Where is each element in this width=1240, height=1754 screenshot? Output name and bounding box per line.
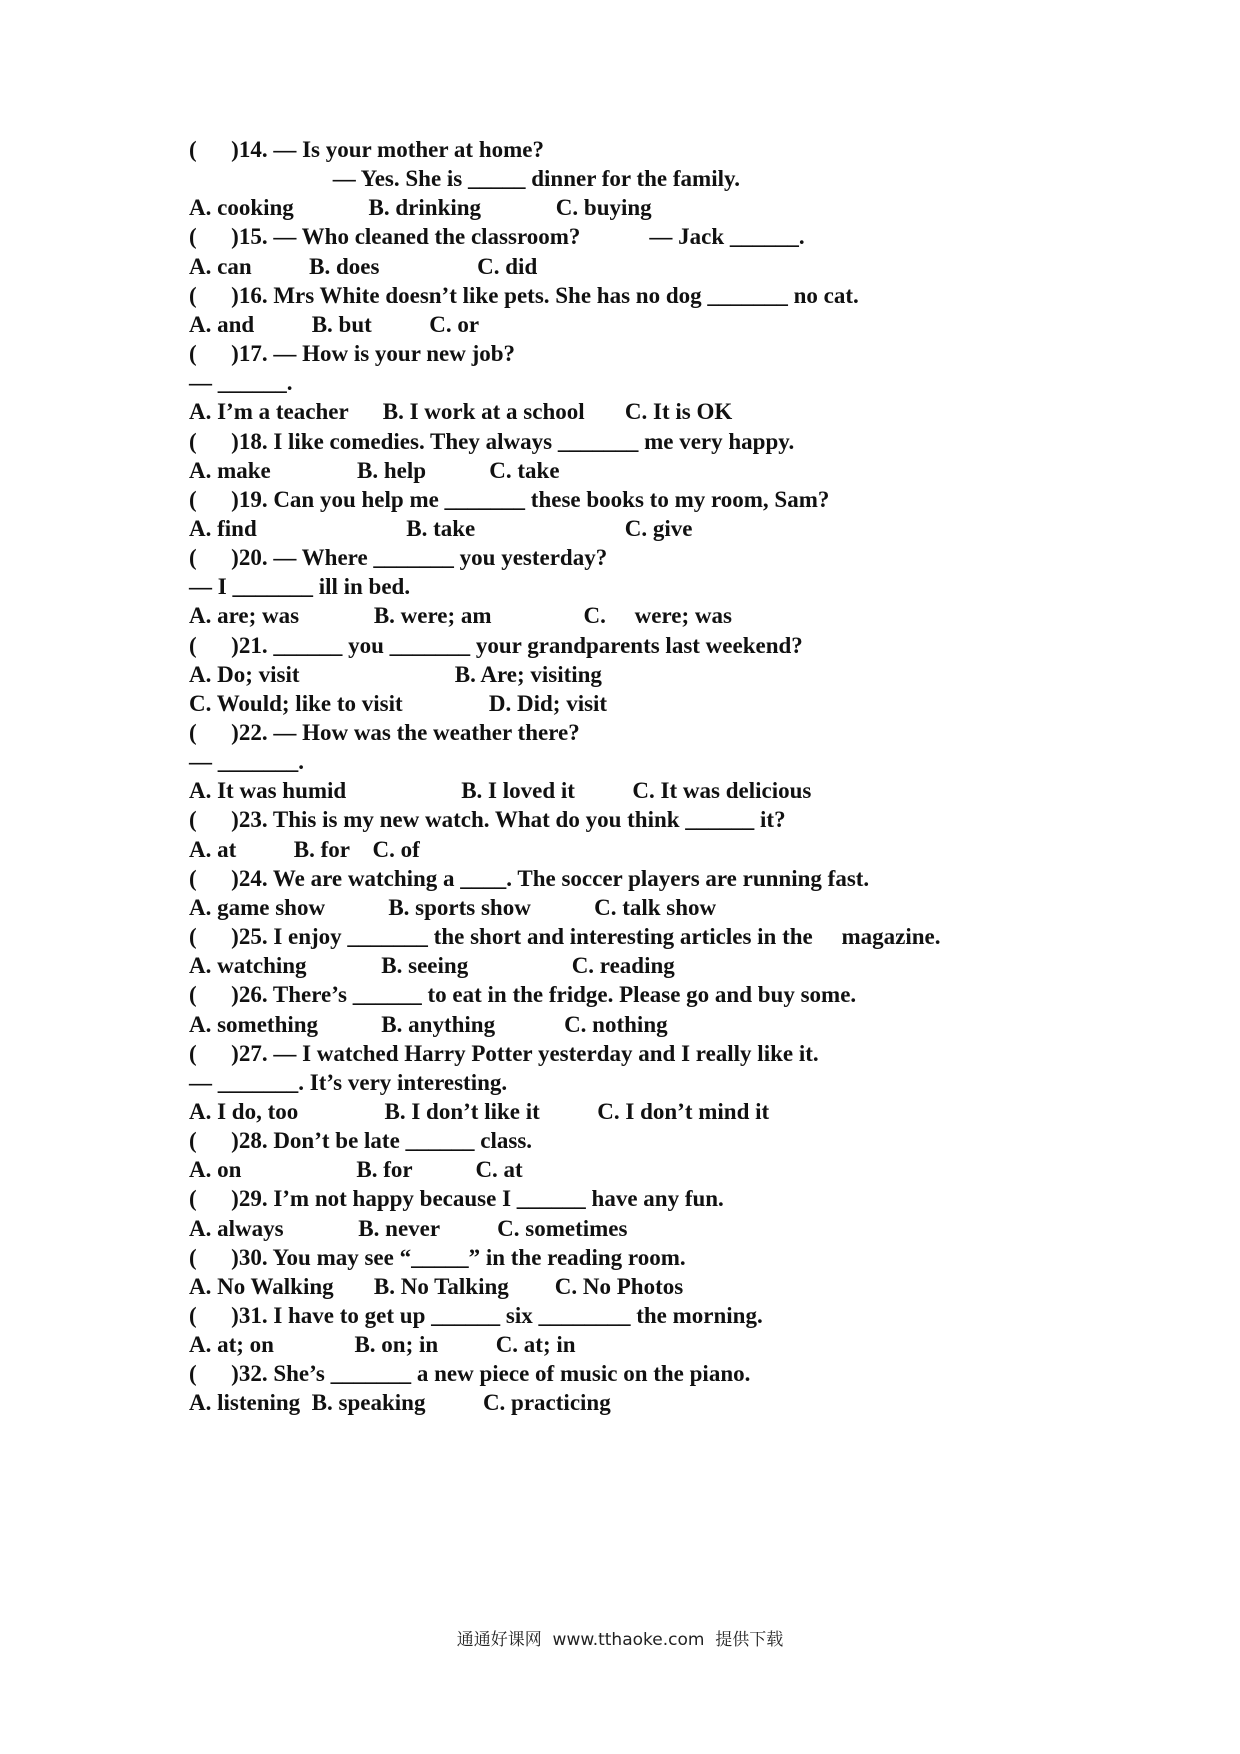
answer-line: A. at B. for C. of [189, 836, 420, 862]
page-footer: 通通好课网 www.tthaoke.com 提供下载 [456, 1630, 784, 1650]
answer-line: C. Would; like to visit D. Did; visit [189, 690, 608, 716]
question-line: ( )28. Don’t be late ______ class. [189, 1128, 533, 1154]
answer-line: A. cooking B. drinking C. buying [189, 195, 652, 221]
question-line: ( )31. I have to get up ______ six ________ the morning. [189, 1303, 763, 1328]
answer-line: A. find B. take C. give [189, 515, 693, 541]
answer-line: — _______. [189, 749, 304, 775]
question-line: ( )15. — Who cleaned the classroom? — Jack ______. [189, 224, 805, 250]
answer-line: A. I’m a teacher B. I work at a school C. It is OK [189, 399, 733, 425]
answer-line: A. on B. for C. at [189, 1157, 523, 1183]
answer-line: A. No Walking B. No Talking C. No Photos [189, 1273, 684, 1299]
question-line: ( )21. ______ you _______ your grandparents last weekend? [189, 632, 803, 658]
question-line: ( )25. I enjoy _______ the short and interesting articles in the magazine. [189, 924, 941, 950]
answer-line: A. are; was B. were; am C. were; was [189, 603, 732, 629]
answer-line: A. can B. does C. did [189, 253, 538, 279]
answer-line: A. and B. but C. or [189, 311, 480, 337]
question-line: ( )22. — How was the weather there? [189, 720, 580, 745]
question-line: ( )27. — I watched Harry Potter yesterday and I really like it. [189, 1040, 819, 1066]
answer-line: A. listening B. speaking C. practicing [189, 1390, 611, 1416]
question-line: ( )29. I’m not happy because I ______ have any fun. [189, 1186, 724, 1212]
answer-line: — I _______ ill in bed. [189, 574, 411, 600]
answer-line: A. watching B. seeing C. reading [189, 953, 675, 979]
question-line: ( )14. — Is your mother at home? [189, 137, 544, 162]
question-line: ( )19. Can you help me _______ these books to my room, Sam? [189, 486, 830, 512]
question-line: ( )24. We are watching a ____. The soccer players are running fast. [189, 865, 870, 891]
answer-line: — Yes. She is _____ dinner for the family. [189, 166, 740, 192]
question-line: ( )30. You may see “_____” in the reading room. [189, 1244, 686, 1270]
question-line: ( )23. This is my new watch. What do you think ______ it? [189, 807, 786, 833]
answer-line: A. game show B. sports show C. talk show [189, 894, 717, 920]
answer-line: A. make B. help C. take [189, 457, 560, 483]
answer-line: A. Do; visit B. Are; visiting [189, 661, 602, 687]
answer-line: A. at; on B. on; in C. at; in [189, 1332, 576, 1358]
question-line: ( )16. Mrs White doesn’t like pets. She has no dog _______ no cat. [189, 282, 859, 308]
question-line: ( )18. I like comedies. They always _______ me very happy. [189, 428, 795, 454]
answer-line: A. always B. never C. sometimes [189, 1215, 628, 1241]
question-line: ( )17. — How is your new job? [189, 341, 516, 367]
question-line: ( )32. She’s _______ a new piece of music on the piano. [189, 1361, 751, 1387]
question-line: ( )20. — Where _______ you yesterday? [189, 545, 608, 571]
answer-line: A. It was humid B. I loved it C. It was delicious [189, 778, 812, 804]
question-line: ( )26. There’s ______ to eat in the fridge. Please go and buy some. [189, 982, 857, 1008]
answer-line: — ______. [189, 370, 293, 396]
answer-line: A. something B. anything C. nothing [189, 1011, 668, 1037]
answer-line: A. I do, too B. I don’t like it C. I don’t mind it [189, 1098, 770, 1124]
answer-line: — _______. It’s very interesting. [189, 1069, 508, 1095]
